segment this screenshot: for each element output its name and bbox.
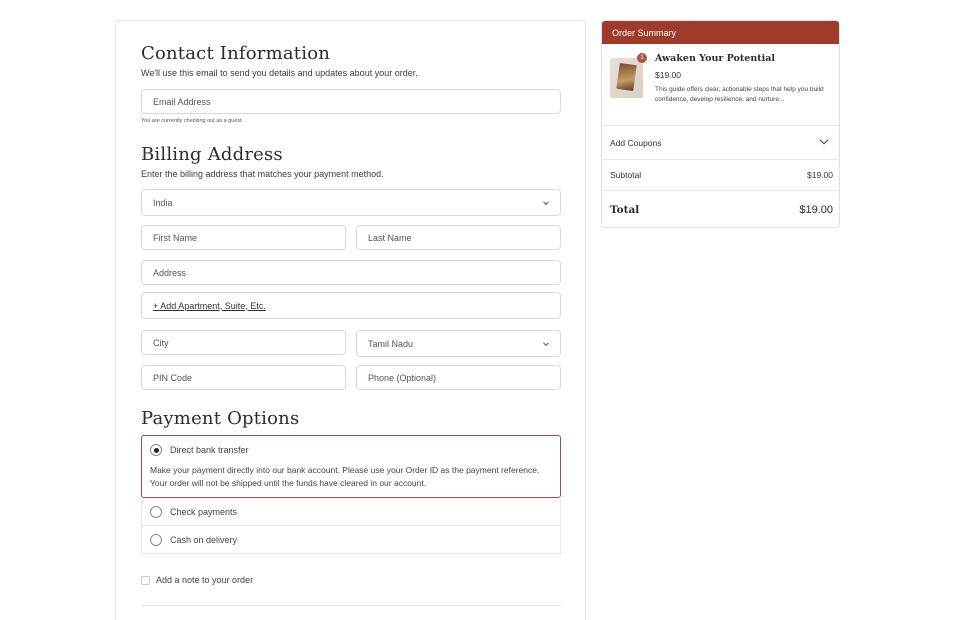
country-select[interactable] <box>141 189 561 216</box>
product-thumbnail <box>610 58 643 98</box>
order-summary-title: Order Summary <box>612 27 677 38</box>
order-item <box>602 44 840 126</box>
total-value: $19.00 <box>799 203 833 216</box>
payment-option-cod[interactable] <box>141 526 561 554</box>
address-field[interactable] <box>141 260 561 285</box>
subtotal-value: $19.00 <box>807 170 833 180</box>
order-summary <box>601 20 840 228</box>
city-placeholder: City <box>153 337 169 348</box>
pin-code-placeholder: PIN Code <box>153 372 193 383</box>
quantity-badge: 1 <box>637 53 647 63</box>
payment-option-check[interactable] <box>141 498 561 526</box>
radio-cash-on-delivery[interactable] <box>150 534 162 546</box>
add-apartment-row <box>141 292 561 319</box>
total-label: Total <box>610 203 640 216</box>
product-title: Awaken Your Potential <box>655 53 775 64</box>
state-select[interactable] <box>356 330 561 357</box>
add-apartment-link[interactable]: + Add Apartment, Suite, Etc. <box>153 300 266 311</box>
phone-field[interactable] <box>356 365 561 390</box>
address-placeholder: Address <box>153 267 187 278</box>
first-name-placeholder: First Name <box>153 232 198 243</box>
email-placeholder: Email Address <box>153 96 211 107</box>
billing-title: Billing Address <box>141 144 283 165</box>
email-field[interactable] <box>141 89 561 114</box>
phone-placeholder: Phone (Optional) <box>368 372 437 383</box>
first-name-field[interactable] <box>141 225 346 250</box>
order-summary-header <box>602 21 839 44</box>
book-cover-image <box>616 63 636 91</box>
total-row <box>602 191 840 228</box>
subtotal-row <box>602 160 840 191</box>
order-note-checkbox[interactable] <box>141 576 150 585</box>
chevron-down-icon <box>543 340 549 346</box>
order-note-toggle[interactable] <box>141 575 253 585</box>
product-description: This guide offers clear, actionable steps that help you build confidence, develop resilience, and nurture... <box>655 86 824 103</box>
payment-title: Payment Options <box>141 408 300 429</box>
check-payments-label: Check payments <box>170 506 238 517</box>
chevron-down-icon <box>543 199 549 205</box>
state-value: Tamil Nadu <box>368 338 414 349</box>
country-value: India <box>153 197 173 208</box>
subtotal-label: Subtotal <box>610 170 642 180</box>
bank-transfer-description: Make your payment directly into our bank account. Please use your Order ID as the payment reference. Your order will not be shipped until the funds have cleared in our account. <box>150 465 540 488</box>
product-price: $19.00 <box>655 70 681 80</box>
radio-bank-transfer[interactable] <box>150 444 162 456</box>
guest-note: You are currently checking out as a guest. <box>141 118 244 124</box>
add-coupons-toggle[interactable] <box>602 126 840 160</box>
payment-option-bank-transfer[interactable] <box>141 435 561 498</box>
city-field[interactable] <box>141 330 346 355</box>
billing-subtitle: Enter the billing address that matches your payment method. <box>141 169 384 179</box>
cash-on-delivery-label: Cash on delivery <box>170 534 238 545</box>
contact-title: Contact Information <box>141 43 331 64</box>
bank-transfer-label: Direct bank transfer <box>170 445 249 455</box>
pin-code-field[interactable] <box>141 365 346 390</box>
last-name-placeholder: Last Name <box>368 232 412 243</box>
radio-check-payments[interactable] <box>150 506 162 518</box>
last-name-field[interactable] <box>356 225 561 250</box>
contact-subtitle: We'll use this email to send you details and updates about your order. <box>141 68 418 78</box>
add-coupons-label: Add Coupons <box>610 137 662 148</box>
chevron-down-icon <box>820 135 828 143</box>
divider <box>141 605 561 606</box>
order-note-label: Add a note to your order <box>156 575 254 585</box>
